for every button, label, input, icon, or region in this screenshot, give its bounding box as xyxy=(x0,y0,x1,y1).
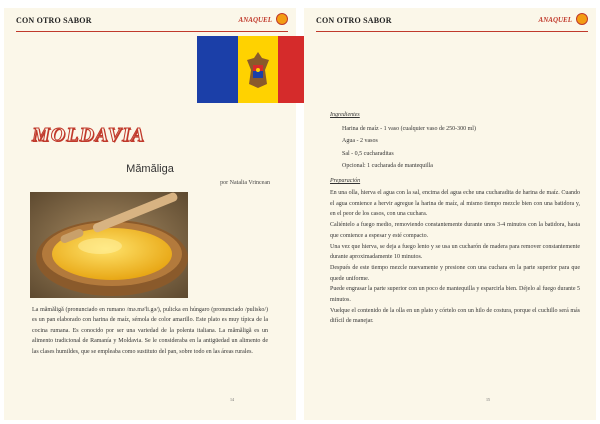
preparation-step: Caliéntelo a fuego medio, removiendo constantemente durante unos 3-4 minutos con la batidora, hasta que comience a espesar y esté compacto. xyxy=(330,222,580,239)
coat-of-arms-icon xyxy=(245,50,271,90)
preparation-step: Puede engrasar la parte superior con un poco de mantequilla y esparcirla bien. Déjelo al fuego durante 5 minutos. xyxy=(330,286,580,304)
magazine-title: CON OTRO SABOR xyxy=(316,16,392,25)
anaquel-logo: ANAQUEL xyxy=(238,16,272,24)
ingredient-item: Agua - 2 vasos xyxy=(342,138,378,145)
ingredients-heading: Ingredientes xyxy=(330,112,360,118)
ingredient-item: Sal - 0,5 cucharaditas xyxy=(342,150,394,157)
anaquel-logo-icon xyxy=(576,13,588,25)
moldova-flag xyxy=(197,36,319,103)
author-credit: por Natalia Vrincean xyxy=(220,180,270,186)
mamaliga-photo xyxy=(30,192,188,298)
anaquel-logo: ANAQUEL xyxy=(538,16,572,24)
preparation-heading: Preparación xyxy=(330,178,361,184)
flag-yellow-band xyxy=(238,36,279,103)
preparation-step: Vuelque el contenido de la olla en un plato y córtelo con un hilo de costura, porque el cuchillo será más difícil de manejar. xyxy=(330,307,580,325)
intro-paragraph: La mămăligă (pronunciado en rumano /mə.mə'li.gə/), pulicka en húngaro (pronunciado /pulisko/) es un pan elaborado con harina de maíz, sémola de color amarillo. Este plato es muy típica de la cocina rumana. Es conocido por ser una variedad de la polenta italiana. La mămăligă es un alimento tradicional de Ramanía y Moldavia. Se le consideraba en la antigüedad un alimento de las clases humildes, que se empleaba como sustituto del pan, sobre todo en las áreas rurales. xyxy=(32,307,268,355)
page-number: 15 xyxy=(486,397,490,402)
page-header xyxy=(16,16,288,34)
header-divider xyxy=(16,31,288,32)
preparation-step: Después de este tiempo mezcle nuevamente y presione con una cuchara en la parte superior para que quede uniforme. xyxy=(330,264,580,282)
preparation-steps xyxy=(330,188,580,327)
right-page xyxy=(304,8,596,420)
ingredient-item: Harina de maíz - 1 vaso (cualquier vaso de 250-300 ml) xyxy=(342,126,476,132)
magazine-title: CON OTRO SABOR xyxy=(16,16,92,25)
preparation-step: Una vez que hierva, se deja a fuego lento y se usa un cucharón de madera para remover constantemente durante aproximadamente 10 minutos. xyxy=(330,243,580,261)
dish-title: Mămăliga xyxy=(126,163,174,175)
anaquel-logo-icon xyxy=(276,13,288,25)
preparation-step: En una olla, hierva el agua con la sal, encima del agua eche una cucharadita de harina de maíz. Cuando el agua comience a hervir agregue la harina de maíz, al mismo tiempo mezcle bien con una batidora y, en el peor de los casos, con una cuchara. xyxy=(330,190,580,218)
country-title: MOLDAVIA xyxy=(32,124,146,146)
page-number: 14 xyxy=(230,397,234,402)
ingredient-item: Opcional: 1 cucharada de mantequilla xyxy=(342,162,433,169)
flag-blue-band xyxy=(197,36,238,103)
header-divider xyxy=(316,31,588,32)
page-header xyxy=(316,16,588,34)
ingredients-list xyxy=(342,123,476,172)
